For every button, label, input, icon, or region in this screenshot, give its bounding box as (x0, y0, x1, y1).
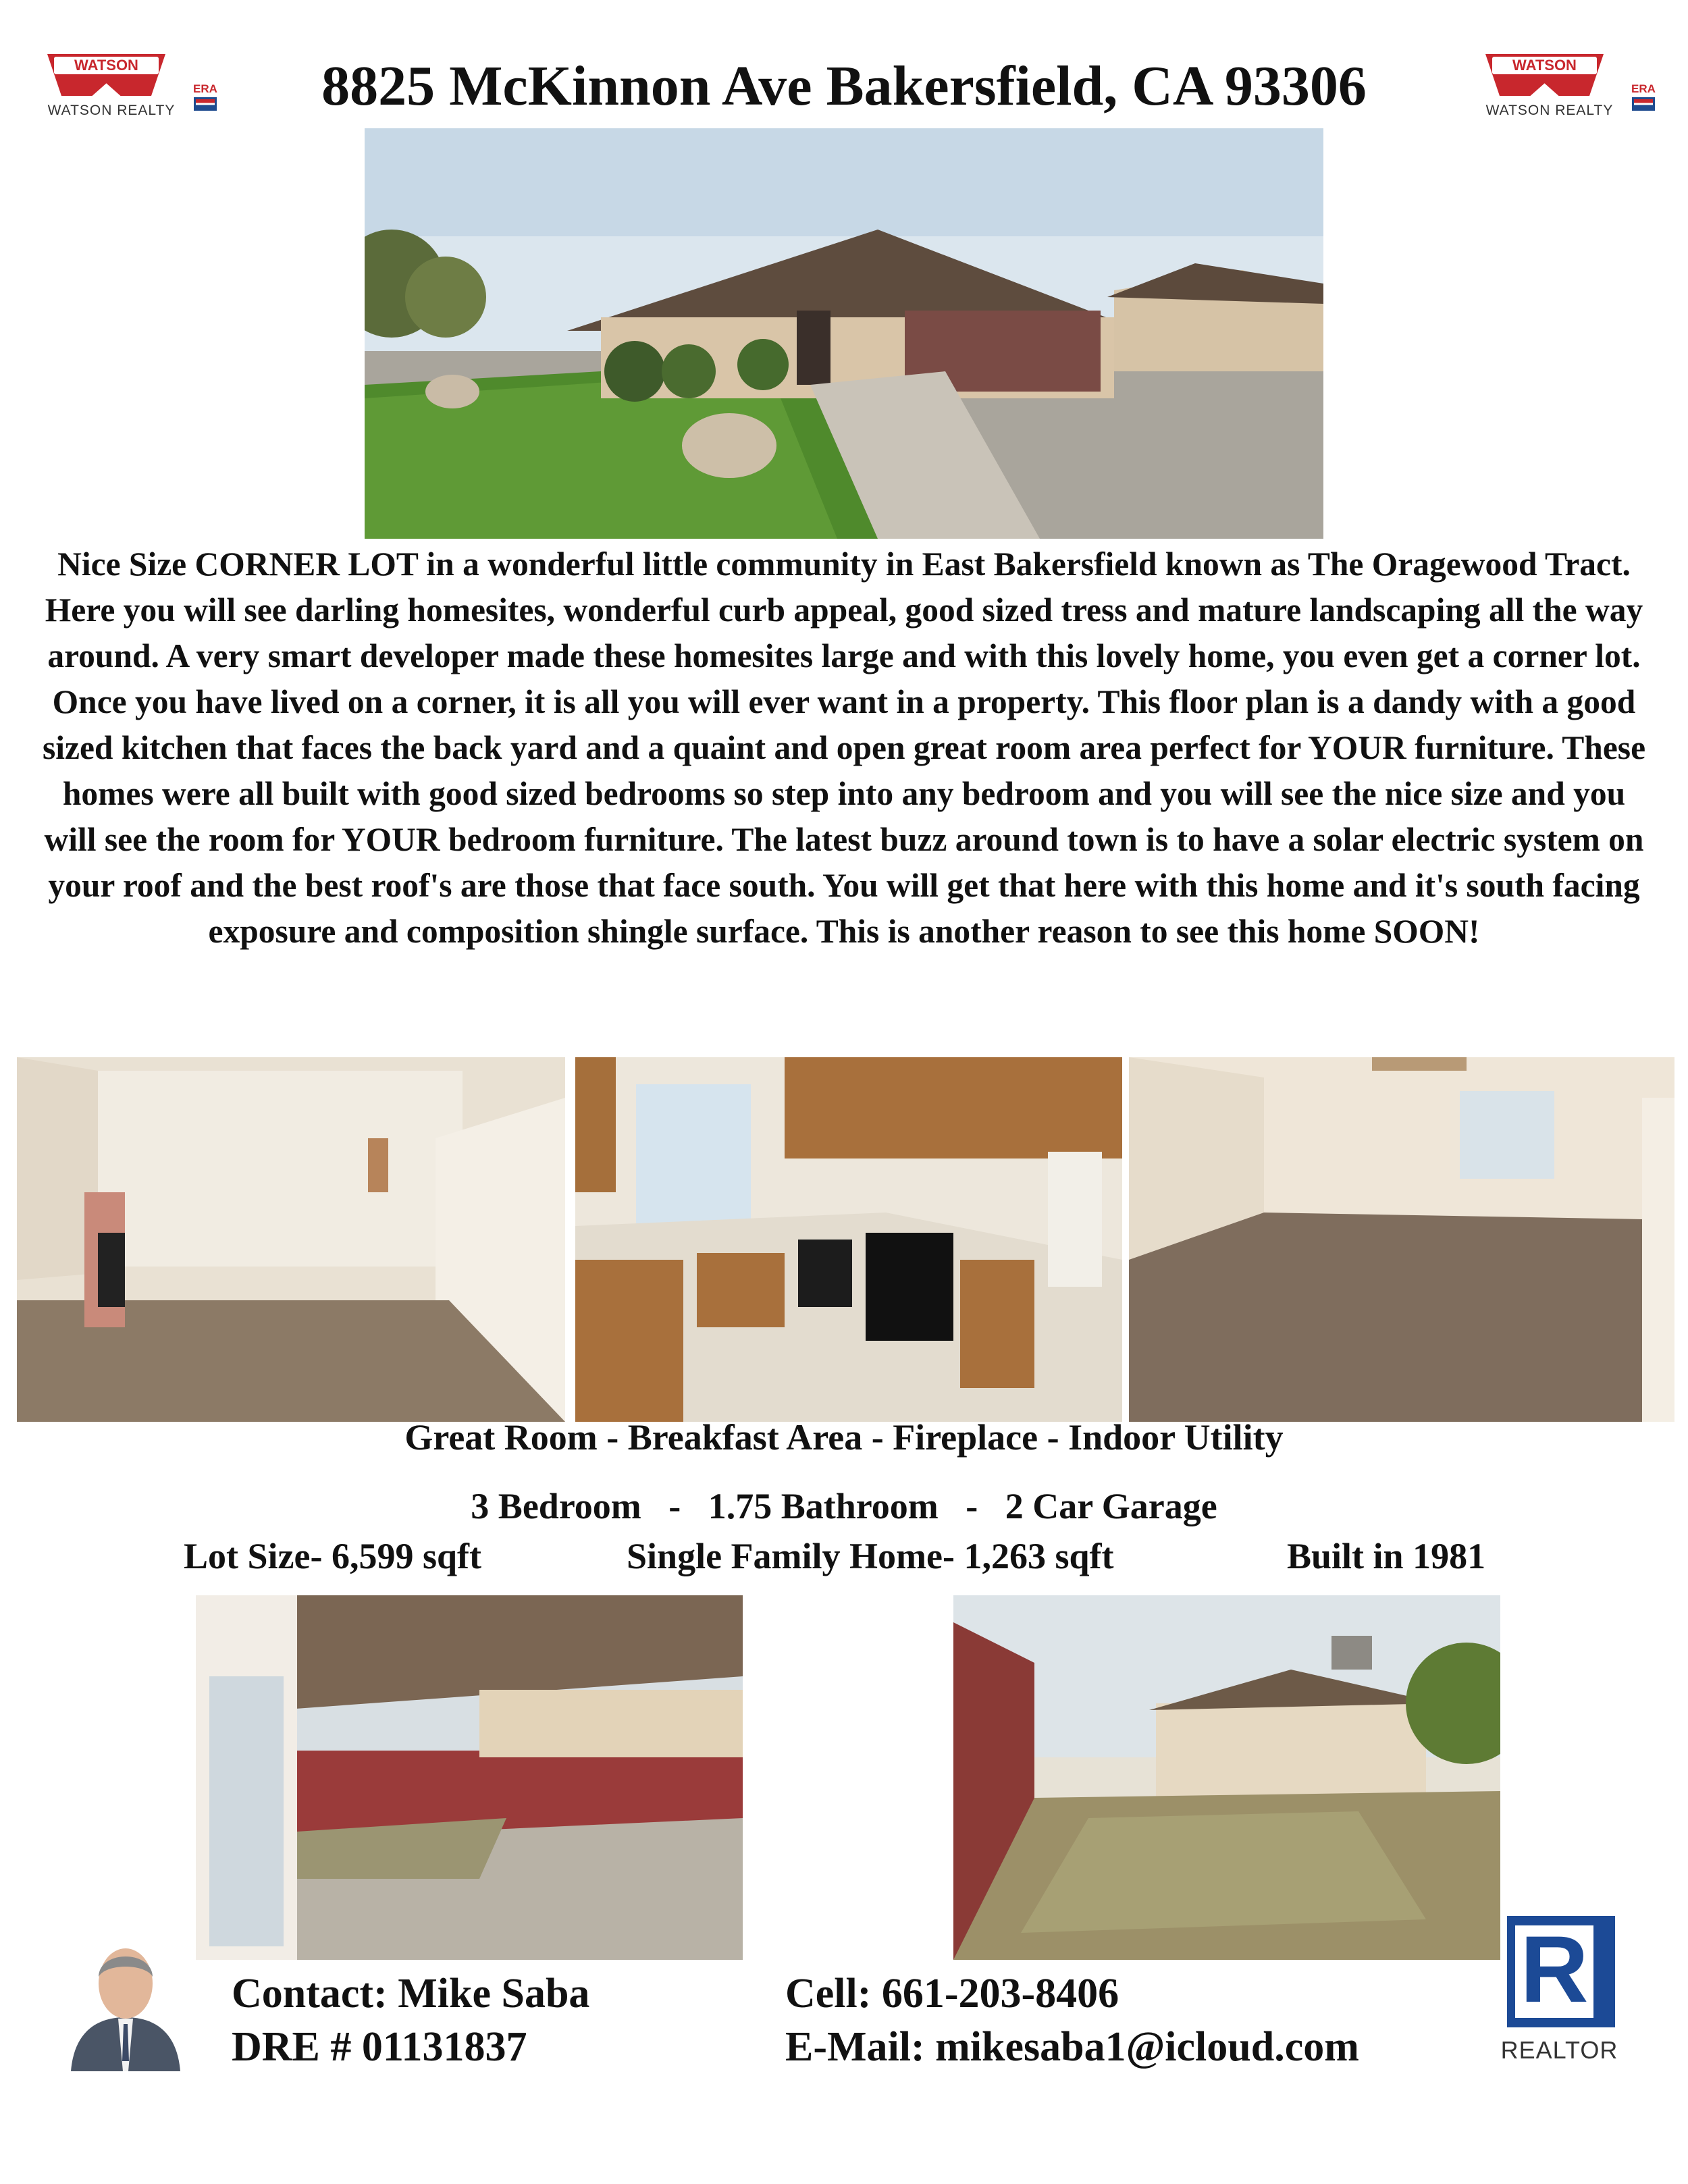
great-room-photo (17, 1057, 565, 1422)
logo-name-text: WATSON REALTY (1485, 103, 1614, 118)
lot-size: Lot Size- 6,599 sqft (184, 1536, 481, 1576)
house-exterior-photo (365, 128, 1323, 539)
year-built: Built in 1981 (1287, 1536, 1486, 1576)
features-line: Great Room - Breakfast Area - Fireplace - Indoor Utility (404, 1417, 1284, 1458)
logo-name-text: WATSON REALTY (47, 103, 176, 118)
contact-name: Contact: Mike Saba (232, 1971, 590, 2017)
logo-brand-text: WATSON (1492, 57, 1597, 74)
property-description: Nice Size CORNER LOT in a wonderful little community in East Bakersfield known as The Oragewood Tract. Here you will see darling homesites, wonderful curb appeal, good sized tress and mature landscaping all the way around. A very smart developer made these homesites large and with this lovely home, you even get a corner lot. Once you have lived on a corner, it is all you will ever want in a property. This floor plan is a dandy with a good sized kitchen that faces the back yard and a quaint and open great room area perfect for YOUR furniture. These homes were all built with good sized bedrooms so step into any bedroom and you will see the nice size and you will see the room for YOUR bedroom furniture. The latest buzz around town is to have a solar electric system on your roof and the best roof's are those that face south. You will get that here with this home and it's south facing exposure and composition shingle surface. This is another reason to see this home SOON! (42, 545, 1646, 950)
watson-realty-logo-right (1469, 47, 1671, 128)
logo-brand-text: WATSON (54, 57, 159, 74)
property-address-title: 8825 McKinnon Ave Bakersfield, CA 93306 (321, 55, 1367, 117)
cell-phone[interactable]: Cell: 661-203-8406 (785, 1971, 1119, 2017)
bedroom-photo (1129, 1057, 1674, 1422)
kitchen-photo (575, 1057, 1122, 1422)
agent-headshot (64, 1916, 187, 2071)
realtor-logo: R REALTOR (1500, 1916, 1618, 2064)
rooms-summary: 3 Bedroom - 1.75 Bathroom - 2 Car Garage (471, 1486, 1217, 1526)
watson-realty-logo-left (30, 47, 233, 128)
email-address[interactable]: E-Mail: mikesaba1@icloud.com (785, 2024, 1359, 2070)
backyard-photo (953, 1595, 1500, 1960)
realtor-wordmark: REALTOR (1500, 2036, 1618, 2064)
era-icon: ERA (191, 82, 219, 112)
dre-number: DRE # 01131837 (232, 2024, 527, 2070)
home-size: Single Family Home- 1,263 sqft (627, 1536, 1114, 1576)
era-icon: ERA (1629, 82, 1658, 112)
covered-patio-photo (196, 1595, 743, 1960)
